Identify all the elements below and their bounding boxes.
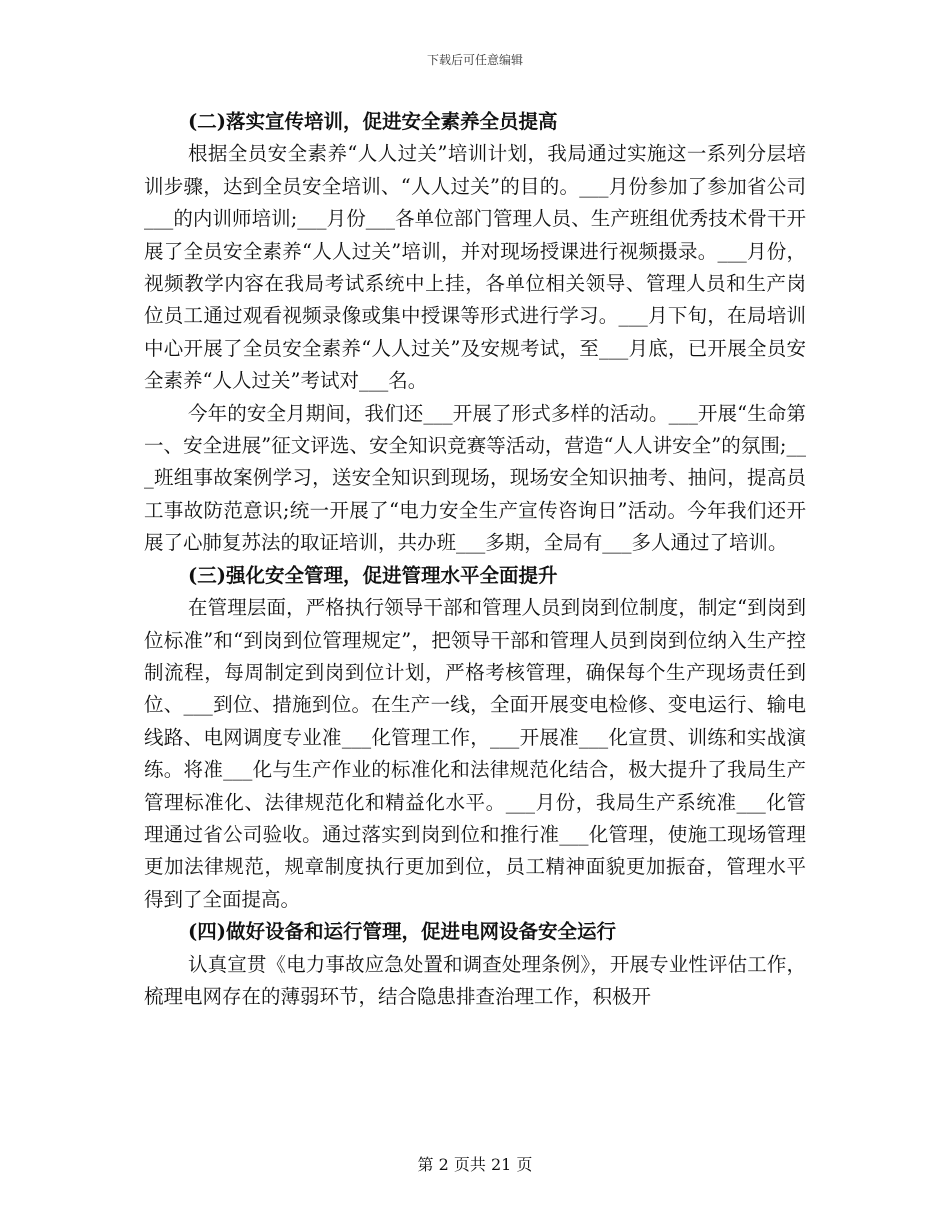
page-footer: 第 2 页共 21 页 — [417, 1155, 533, 1174]
page-header: 下载后可任意编辑 — [426, 53, 523, 67]
section-heading: (二)落实宣传培训，促进安全素养全员提高 — [188, 110, 558, 133]
paragraph: 在管理层面，严格执行领导干部和管理人员到岗到位制度，制定“到岗到位标准”和“到岗到位管理规定”，把领导干部和管理人员到岗到位纳入生产控制流程，每周制定到岗到位计划，严格考核管理，确保每个生产现场责任到位、___到位、措施到位。在生产一线，全面开展变电检修、变电运行、输电线路、电网调度专业准___化管理工作，___开展准___化宣贯、训练和实战演练。将准___化与生产作业的标准化和法律规范化结合，极大提升了我局生产管理标准化、法律规范化和精益化水平。___月份，我局生产系统准___化管理通过省公司验收。通过落实到岗到位和推行准___化管理，使施工现场管理更加法律规范，规章制度执行更加到位，员工精神面貌更加振奋，管理水平得到了全面提高。 — [144, 596, 806, 911]
section-4 — [144, 916, 806, 1013]
section-heading: (四)做好设备和运行管理，促进电网设备安全运行 — [188, 920, 616, 944]
paragraph: 认真宣贯《电力事故应急处置和调查处理条例》，开展专业性评估工作，梳理电网存在的薄弱环节，结合隐患排查治理工作，积极开 — [144, 952, 806, 1008]
section-2 — [144, 106, 806, 560]
section-heading: (三)强化安全管理，促进管理水平全面提升 — [188, 563, 558, 587]
paragraph: 今年的安全月期间，我们还___开展了形式多样的活动。___开展“生命第一、安全进展”征文评选、安全知识竞赛等活动，营造“人人讲安全”的氛围;___班组事故案例学习，送安全知识到现场，现场安全知识抽考、抽问，提高员工事故防范意识;统一开展了“电力安全生产宣传咨询日”活动。今年我们还开展了心肺复苏法的取证培训，共办班___多期，全局有___多人通过了培训。 — [144, 401, 806, 555]
paragraph: 根据全员安全素养“人人过关”培训计划，我局通过实施这一系列分层培训步骤，达到全员安全培训、“人人过关”的目的。___月份参加了参加省公司___的内训师培训;___月份___各单位部门管理人员、生产班组优秀技术骨干开展了全员安全素养“人人过关”培训，并对现场授课进行视频摄录。___月份，视频教学内容在我局考试系统中上挂，各单位相关领导、管理人员和生产岗位员工通过观看视频录像或集中授课等形式进行学习。___月下旬，在局培训中心开展了全员安全素养“人人过关”及安规考试，至___月底，已开展全员安全素养“人人过关”考试对___名。 — [144, 142, 806, 393]
document-body — [144, 106, 806, 1013]
section-3 — [144, 560, 806, 916]
